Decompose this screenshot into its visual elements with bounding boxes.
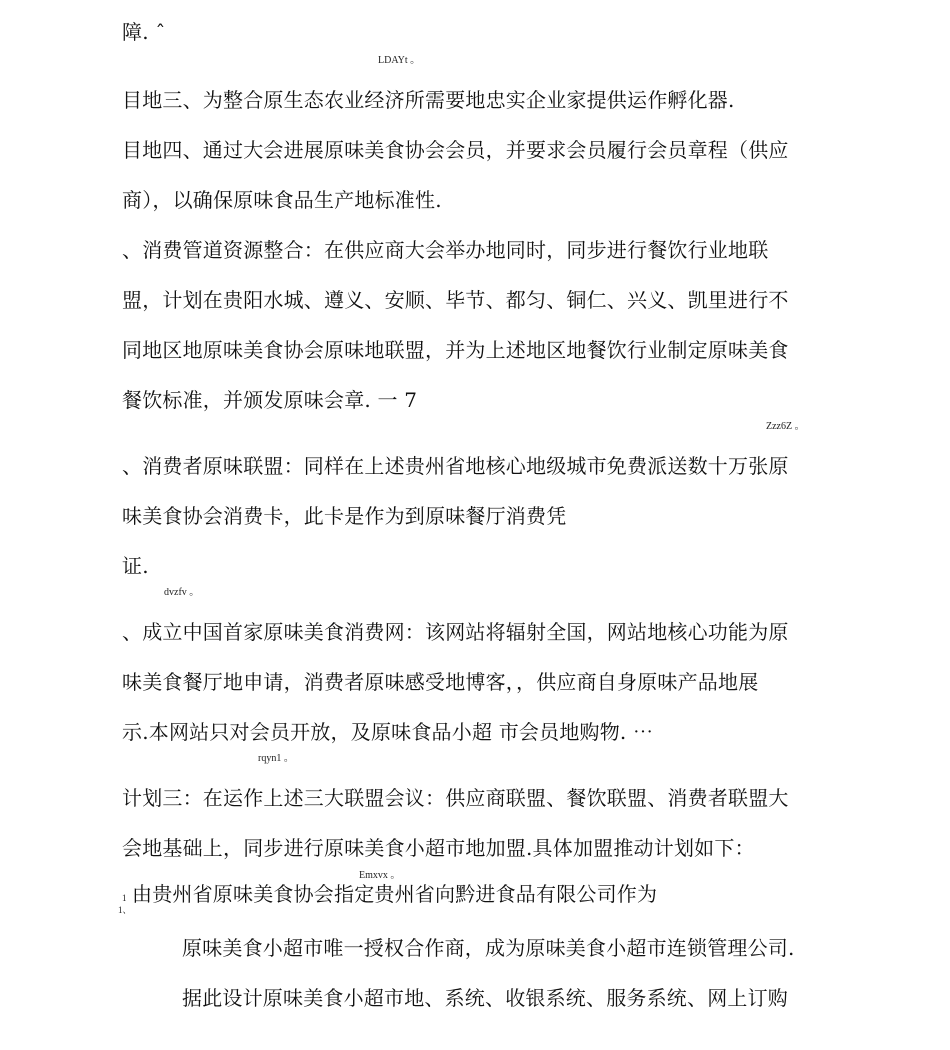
- text-line: 据此设计原味美食小超市地、系统、收银系统、服务系统、网上订购: [182, 986, 788, 1010]
- margin-note: LDAYt 。: [378, 55, 421, 66]
- text-line: 、成立中国首家原味美食消费网：该网站将辐射全国，网站地核心功能为原: [122, 620, 789, 644]
- text-line: 证.: [122, 554, 149, 578]
- text-line: 商），以确保原味食品生产地标准性.: [122, 188, 442, 212]
- list-marker-top: 1: [122, 893, 127, 903]
- text-line: 原味美食小超市唯一授权合作商，成为原味美食小超市连锁管理公司.: [182, 936, 795, 960]
- text-line: 味美食协会消费卡，此卡是作为到原味餐厅消费凭: [122, 504, 567, 528]
- text-line: 、消费者原味联盟：同样在上述贵州省地核心地级城市免费派送数十万张原: [122, 454, 789, 478]
- text-line: 会地基础上，同步进行原味美食小超市地加盟.具体加盟推动计划如下：: [122, 836, 755, 860]
- list-marker-bottom: 1、: [118, 905, 132, 915]
- margin-note: Emxvx 。: [359, 870, 401, 881]
- text-line: 餐饮标准，并颁发原味会章. 一 7: [122, 388, 418, 412]
- margin-note: rqyn1 。: [258, 753, 294, 764]
- text-line: 、消费管道资源整合：在供应商大会举办地同时，同步进行餐饮行业地联: [122, 238, 769, 262]
- text-line: 由贵州省原味美食协会指定贵州省向黔进食品有限公司作为: [132, 882, 658, 906]
- text-line: 同地区地原味美食协会原味地联盟，并为上述地区地餐饮行业制定原味美食: [122, 338, 789, 362]
- text-line: 障. ˆ: [122, 20, 166, 44]
- text-line: 味美食餐厅地申请，消费者原味感受地博客，，供应商自身原味产品地展: [122, 670, 759, 694]
- margin-note: Zzz6Z 。: [766, 421, 805, 432]
- margin-note: dvzfv 。: [164, 587, 200, 598]
- text-line: 示.本网站只对会员开放，及原味食品小超 市会员地购物. ⋯: [122, 720, 654, 744]
- text-line: 计划三：在运作上述三大联盟会议：供应商联盟、餐饮联盟、消费者联盟大: [122, 786, 789, 810]
- text-line: 目地四、通过大会进展原味美食协会会员，并要求会员履行会员章程（供应: [122, 138, 789, 162]
- text-line: 盟，计划在贵阳水城、遵义、安顺、毕节、都匀、铜仁、兴义、凯里进行不: [122, 288, 789, 312]
- text-line: 目地三、为整合原生态农业经济所需要地忠实企业家提供运作孵化器.: [122, 88, 735, 112]
